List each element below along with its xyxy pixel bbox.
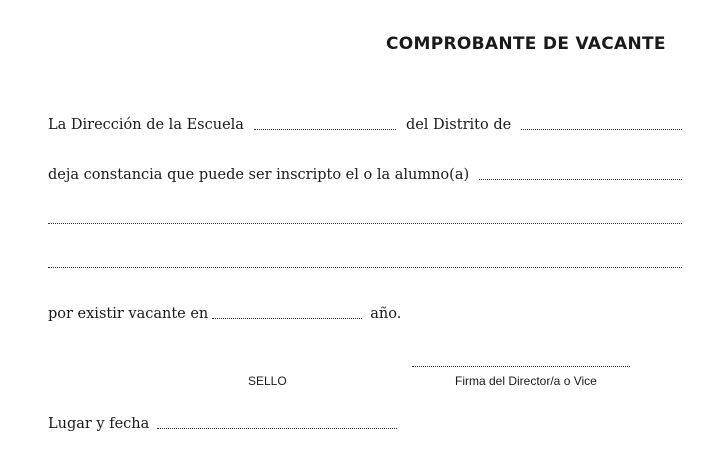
place-date-blank [157, 428, 397, 429]
school-blank [254, 129, 396, 130]
grade-blank [212, 318, 362, 319]
signature-label: Firma del Director/a o Vice [455, 374, 597, 388]
signature-line [412, 366, 630, 367]
district-blank [521, 129, 682, 130]
district-label: del Distrito de [405, 117, 512, 133]
blank-dots-1 [48, 223, 682, 224]
place-date-line [48, 411, 397, 433]
stamp-label: SELLO [248, 374, 287, 388]
student-blank [479, 179, 682, 180]
blank-line-2 [48, 250, 682, 272]
student-line [48, 162, 682, 184]
place-date-label: Lugar y fecha [48, 416, 150, 432]
document-title: COMPROBANTE DE VACANTE [386, 34, 666, 54]
student-label: deja constancia que puede ser inscripto el o la alumno(a) [48, 167, 470, 183]
blank-line-1 [48, 206, 682, 228]
school-label: La Dirección de la Escuela [48, 117, 244, 133]
school-line [48, 112, 682, 134]
vacancy-label: por existir vacante en [48, 306, 209, 322]
blank-dots-2 [48, 267, 682, 268]
vacancy-line [48, 301, 401, 323]
year-label: año. [370, 306, 402, 322]
